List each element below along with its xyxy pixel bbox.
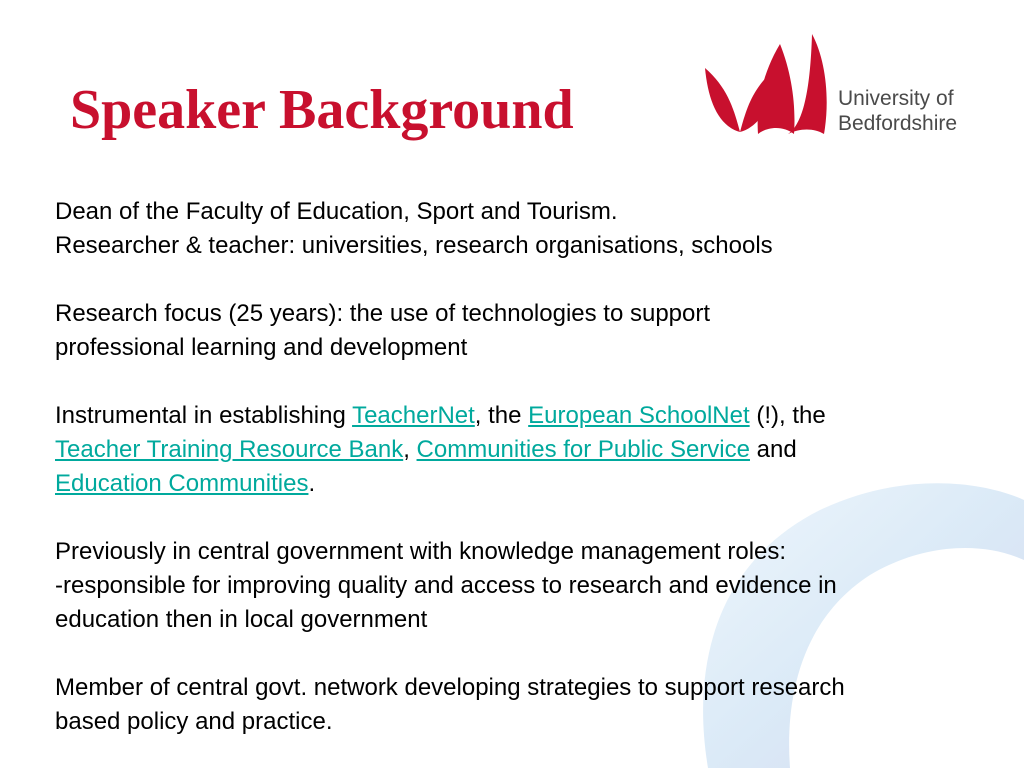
text-line: Previously in central government with knowledge management roles:: [55, 538, 787, 565]
paragraph-role: [55, 195, 1005, 263]
link-education-communities[interactable]: Education Communities: [55, 470, 309, 497]
text-fragment: ,: [403, 436, 417, 463]
slide-title: Speaker Background: [70, 79, 574, 141]
text-line: Dean of the Faculty of Education, Sport and Tourism.: [55, 198, 618, 225]
text-fragment: (!), the: [749, 402, 826, 429]
text-line: education then in local government: [55, 606, 428, 633]
text-line: [55, 467, 1005, 501]
text-line: Research focus (25 years): the use of technologies to support: [55, 300, 711, 327]
text-fragment: Instrumental in establishing: [55, 402, 353, 429]
paragraph-central-government: [55, 535, 1005, 637]
logo-line-2: Bedfordshire: [838, 112, 958, 135]
university-logo: [700, 30, 970, 140]
link-teacher-training-resource-bank[interactable]: Teacher Training Resource Bank: [55, 436, 404, 463]
text-line: -responsible for improving quality and access to research and evidence in: [55, 572, 837, 599]
text-fragment: .: [308, 470, 316, 497]
logo-line-1: University of: [838, 87, 954, 110]
text-line: Researcher & teacher: universities, research organisations, schools: [55, 232, 773, 259]
text-line: [55, 433, 1005, 467]
text-line: Member of central govt. network developing strategies to support research: [55, 674, 845, 701]
link-european-schoolnet[interactable]: European SchoolNet: [528, 402, 750, 429]
paragraph-member: [55, 671, 1005, 739]
text-line: [55, 399, 1005, 433]
text-line: professional learning and development: [55, 334, 468, 361]
paragraph-instrumental: [55, 399, 1005, 501]
ub-logo-mark-icon: [700, 30, 830, 140]
paragraph-research-focus: [55, 297, 1005, 365]
text-fragment: and: [749, 436, 797, 463]
text-fragment: , the: [474, 402, 529, 429]
logo-wordmark: [838, 86, 957, 136]
slide-body: [55, 195, 1005, 739]
link-teachernet[interactable]: TeacherNet: [352, 402, 475, 429]
text-line: based policy and practice.: [55, 708, 333, 735]
link-communities-for-public-service[interactable]: Communities for Public Service: [416, 436, 750, 463]
